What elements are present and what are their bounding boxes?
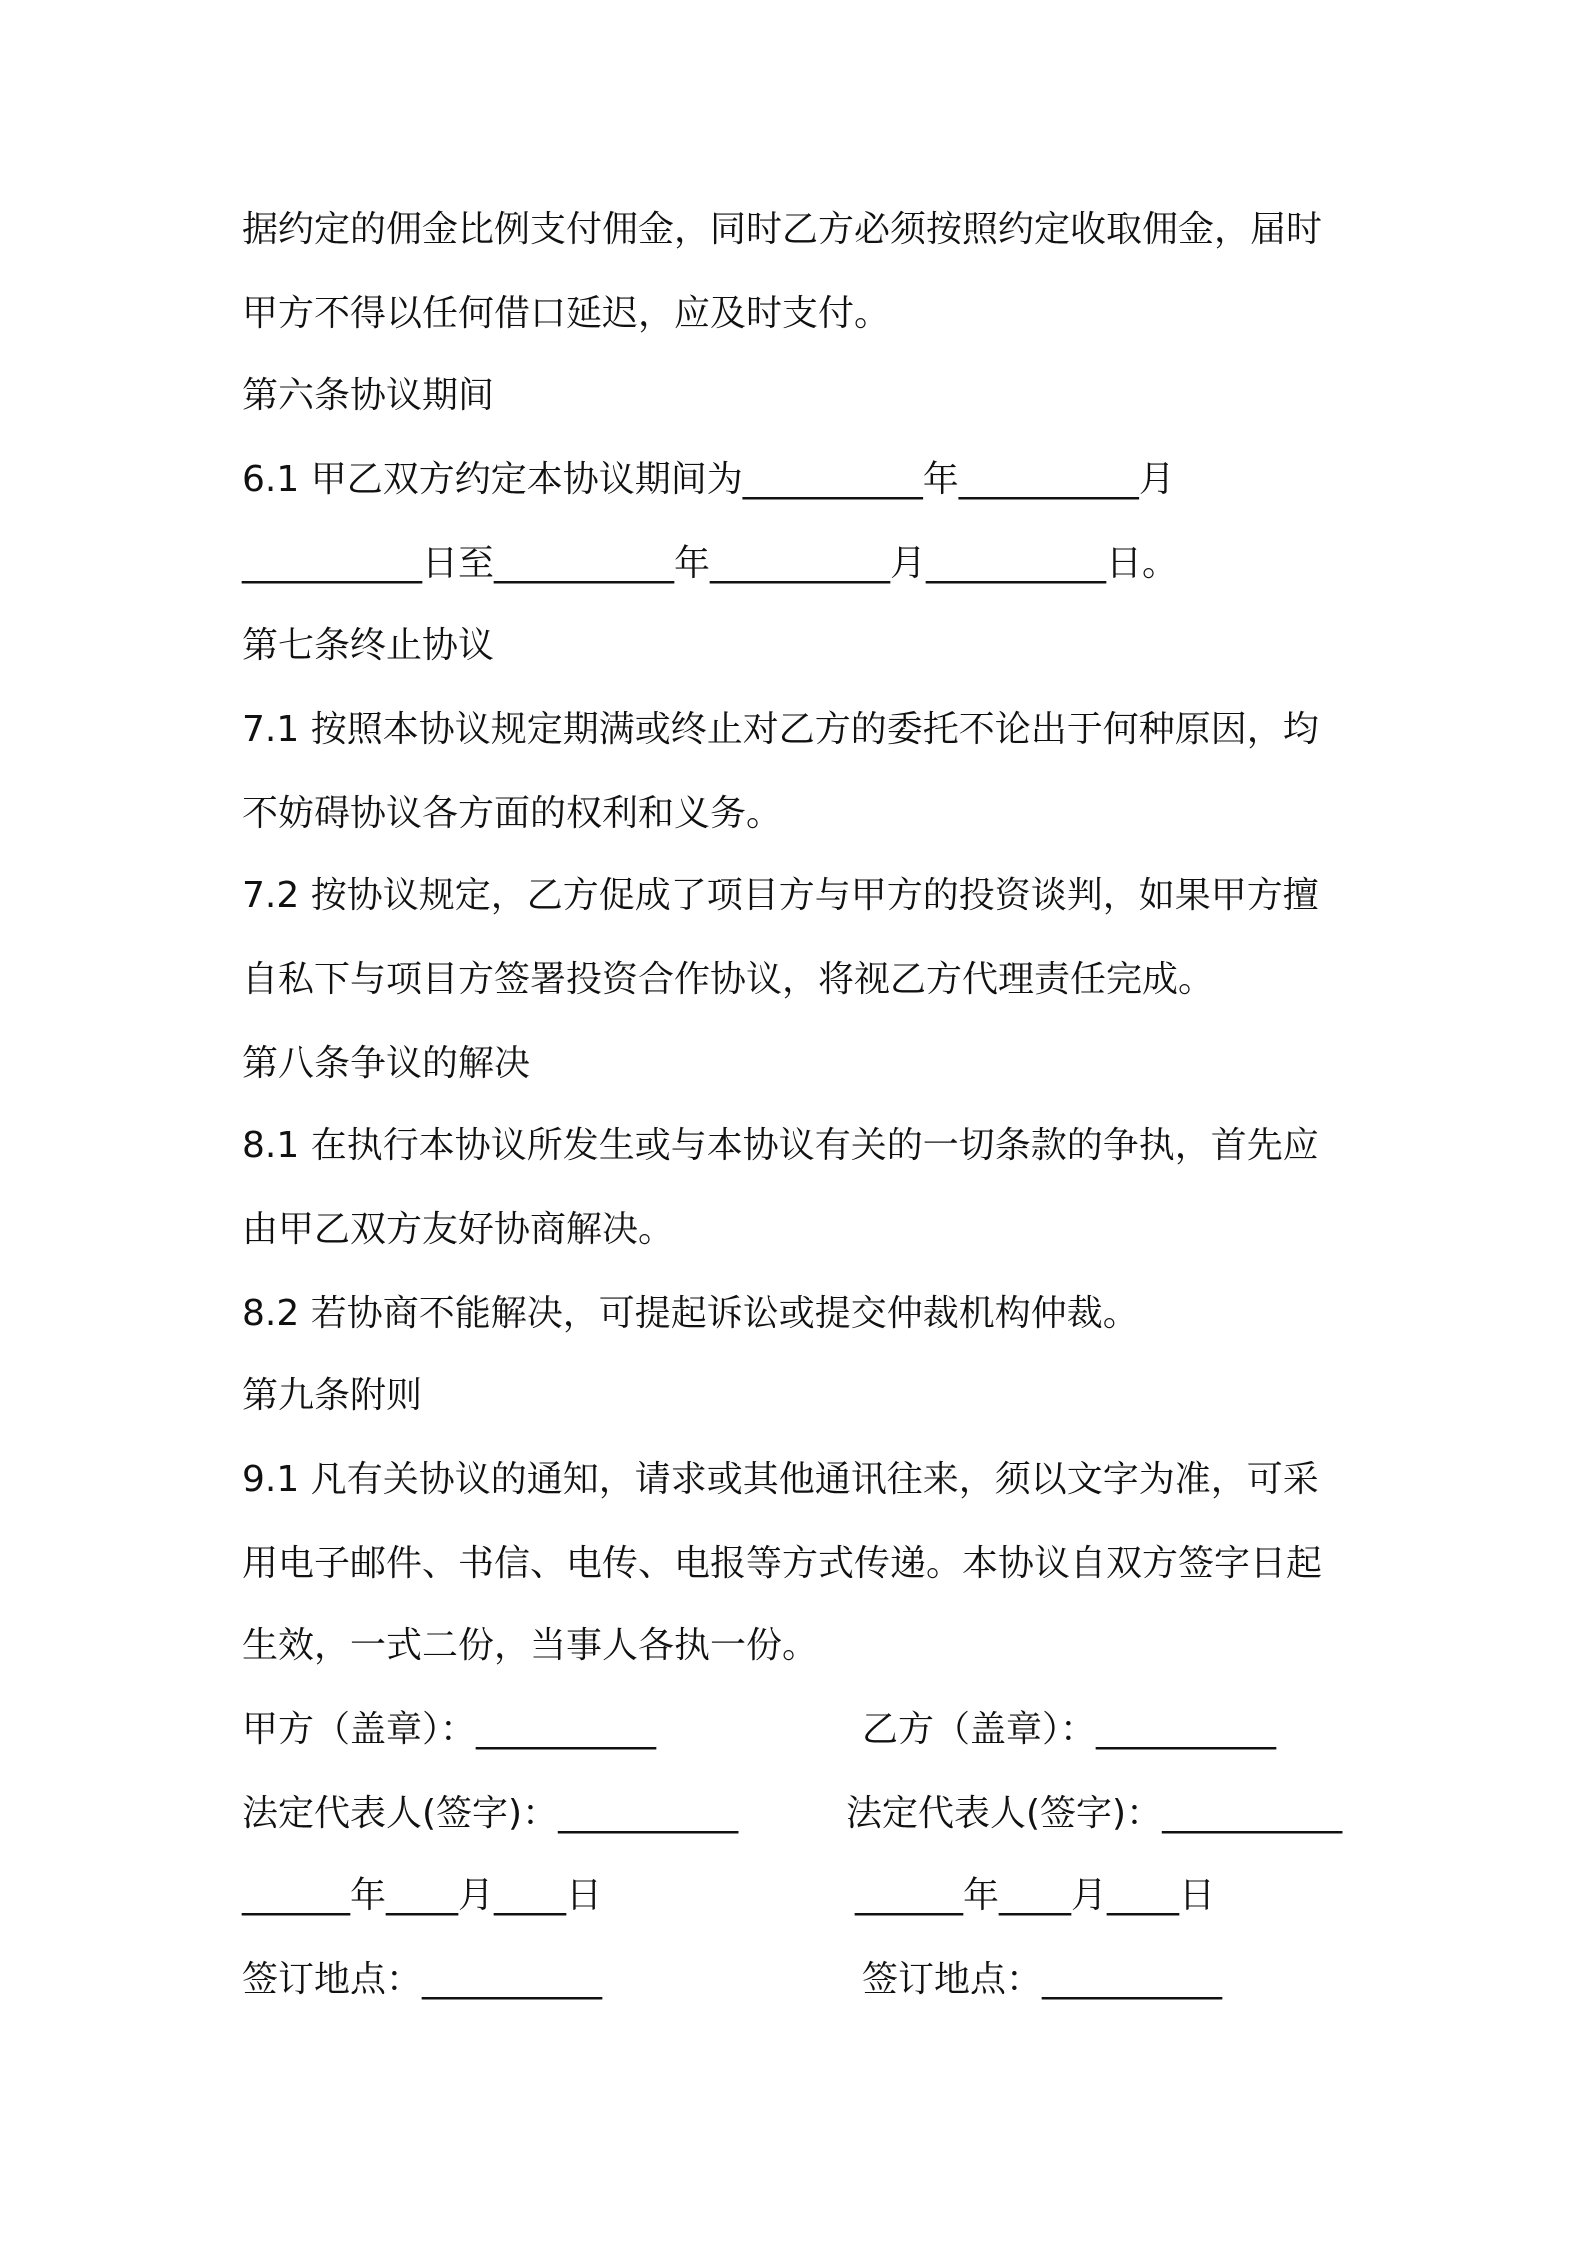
party-b-date-field: ______年____月____日 [855, 1875, 1215, 1916]
party-a-representative-field: 法定代表人(签字)：__________ [242, 1793, 739, 1834]
party-b-representative-field: 法定代表人(签字)：__________ [846, 1793, 1343, 1834]
party-a-seal-field: 甲方（盖章）：__________ [242, 1709, 657, 1750]
clause-8-2-line: 8.2 若协商不能解决，可提起诉讼或提交仲裁机构仲裁。 [242, 1293, 1139, 1334]
article-9-heading: 第九条附则 [242, 1375, 423, 1416]
clause-9-1-line-2: 用电子邮件、书信、电传、电报等方式传递。本协议自双方签字日起 [242, 1543, 1323, 1584]
clause-5-continuation-line-1: 据约定的佣金比例支付佣金，同时乙方必须按照约定收取佣金，届时 [242, 209, 1323, 250]
party-a-date-field: ______年____月____日 [242, 1875, 602, 1916]
party-b-seal-field: 乙方（盖章）：__________ [862, 1709, 1277, 1750]
clause-7-2-line-2: 自私下与项目方签署投资合作协议，将视乙方代理责任完成。 [242, 959, 1215, 1000]
clause-7-2-line-1: 7.2 按协议规定，乙方促成了项目方与甲方的投资谈判，如果甲方擅 [242, 875, 1319, 916]
clause-7-1-line-1: 7.1 按照本协议规定期满或终止对乙方的委托不论出于何种原因，均 [242, 709, 1319, 750]
clause-8-1-line-1: 8.1 在执行本协议所发生或与本协议有关的一切条款的争执，首先应 [242, 1125, 1319, 1166]
article-7-heading: 第七条终止协议 [242, 625, 495, 666]
article-6-heading: 第六条协议期间 [242, 375, 495, 416]
clause-6-1-line-2: __________日至__________年__________月__________日。 [242, 543, 1178, 584]
article-8-heading: 第八条争议的解决 [242, 1043, 531, 1084]
clause-6-1-line-1: 6.1 甲乙双方约定本协议期间为__________年__________月 [242, 459, 1175, 500]
clause-7-1-line-2: 不妨碍协议各方面的权利和义务。 [242, 793, 783, 834]
clause-8-1-line-2: 由甲乙双方友好协商解决。 [242, 1209, 675, 1250]
party-b-signing-place-field: 签订地点：__________ [862, 1959, 1223, 2000]
party-a-signing-place-field: 签订地点：__________ [242, 1959, 603, 2000]
clause-5-continuation-line-2: 甲方不得以任何借口延迟，应及时支付。 [242, 293, 891, 334]
clause-9-1-line-3: 生效，一式二份，当事人各执一份。 [242, 1625, 819, 1666]
clause-9-1-line-1: 9.1 凡有关协议的通知，请求或其他通讯往来，须以文字为准，可采 [242, 1459, 1319, 1500]
